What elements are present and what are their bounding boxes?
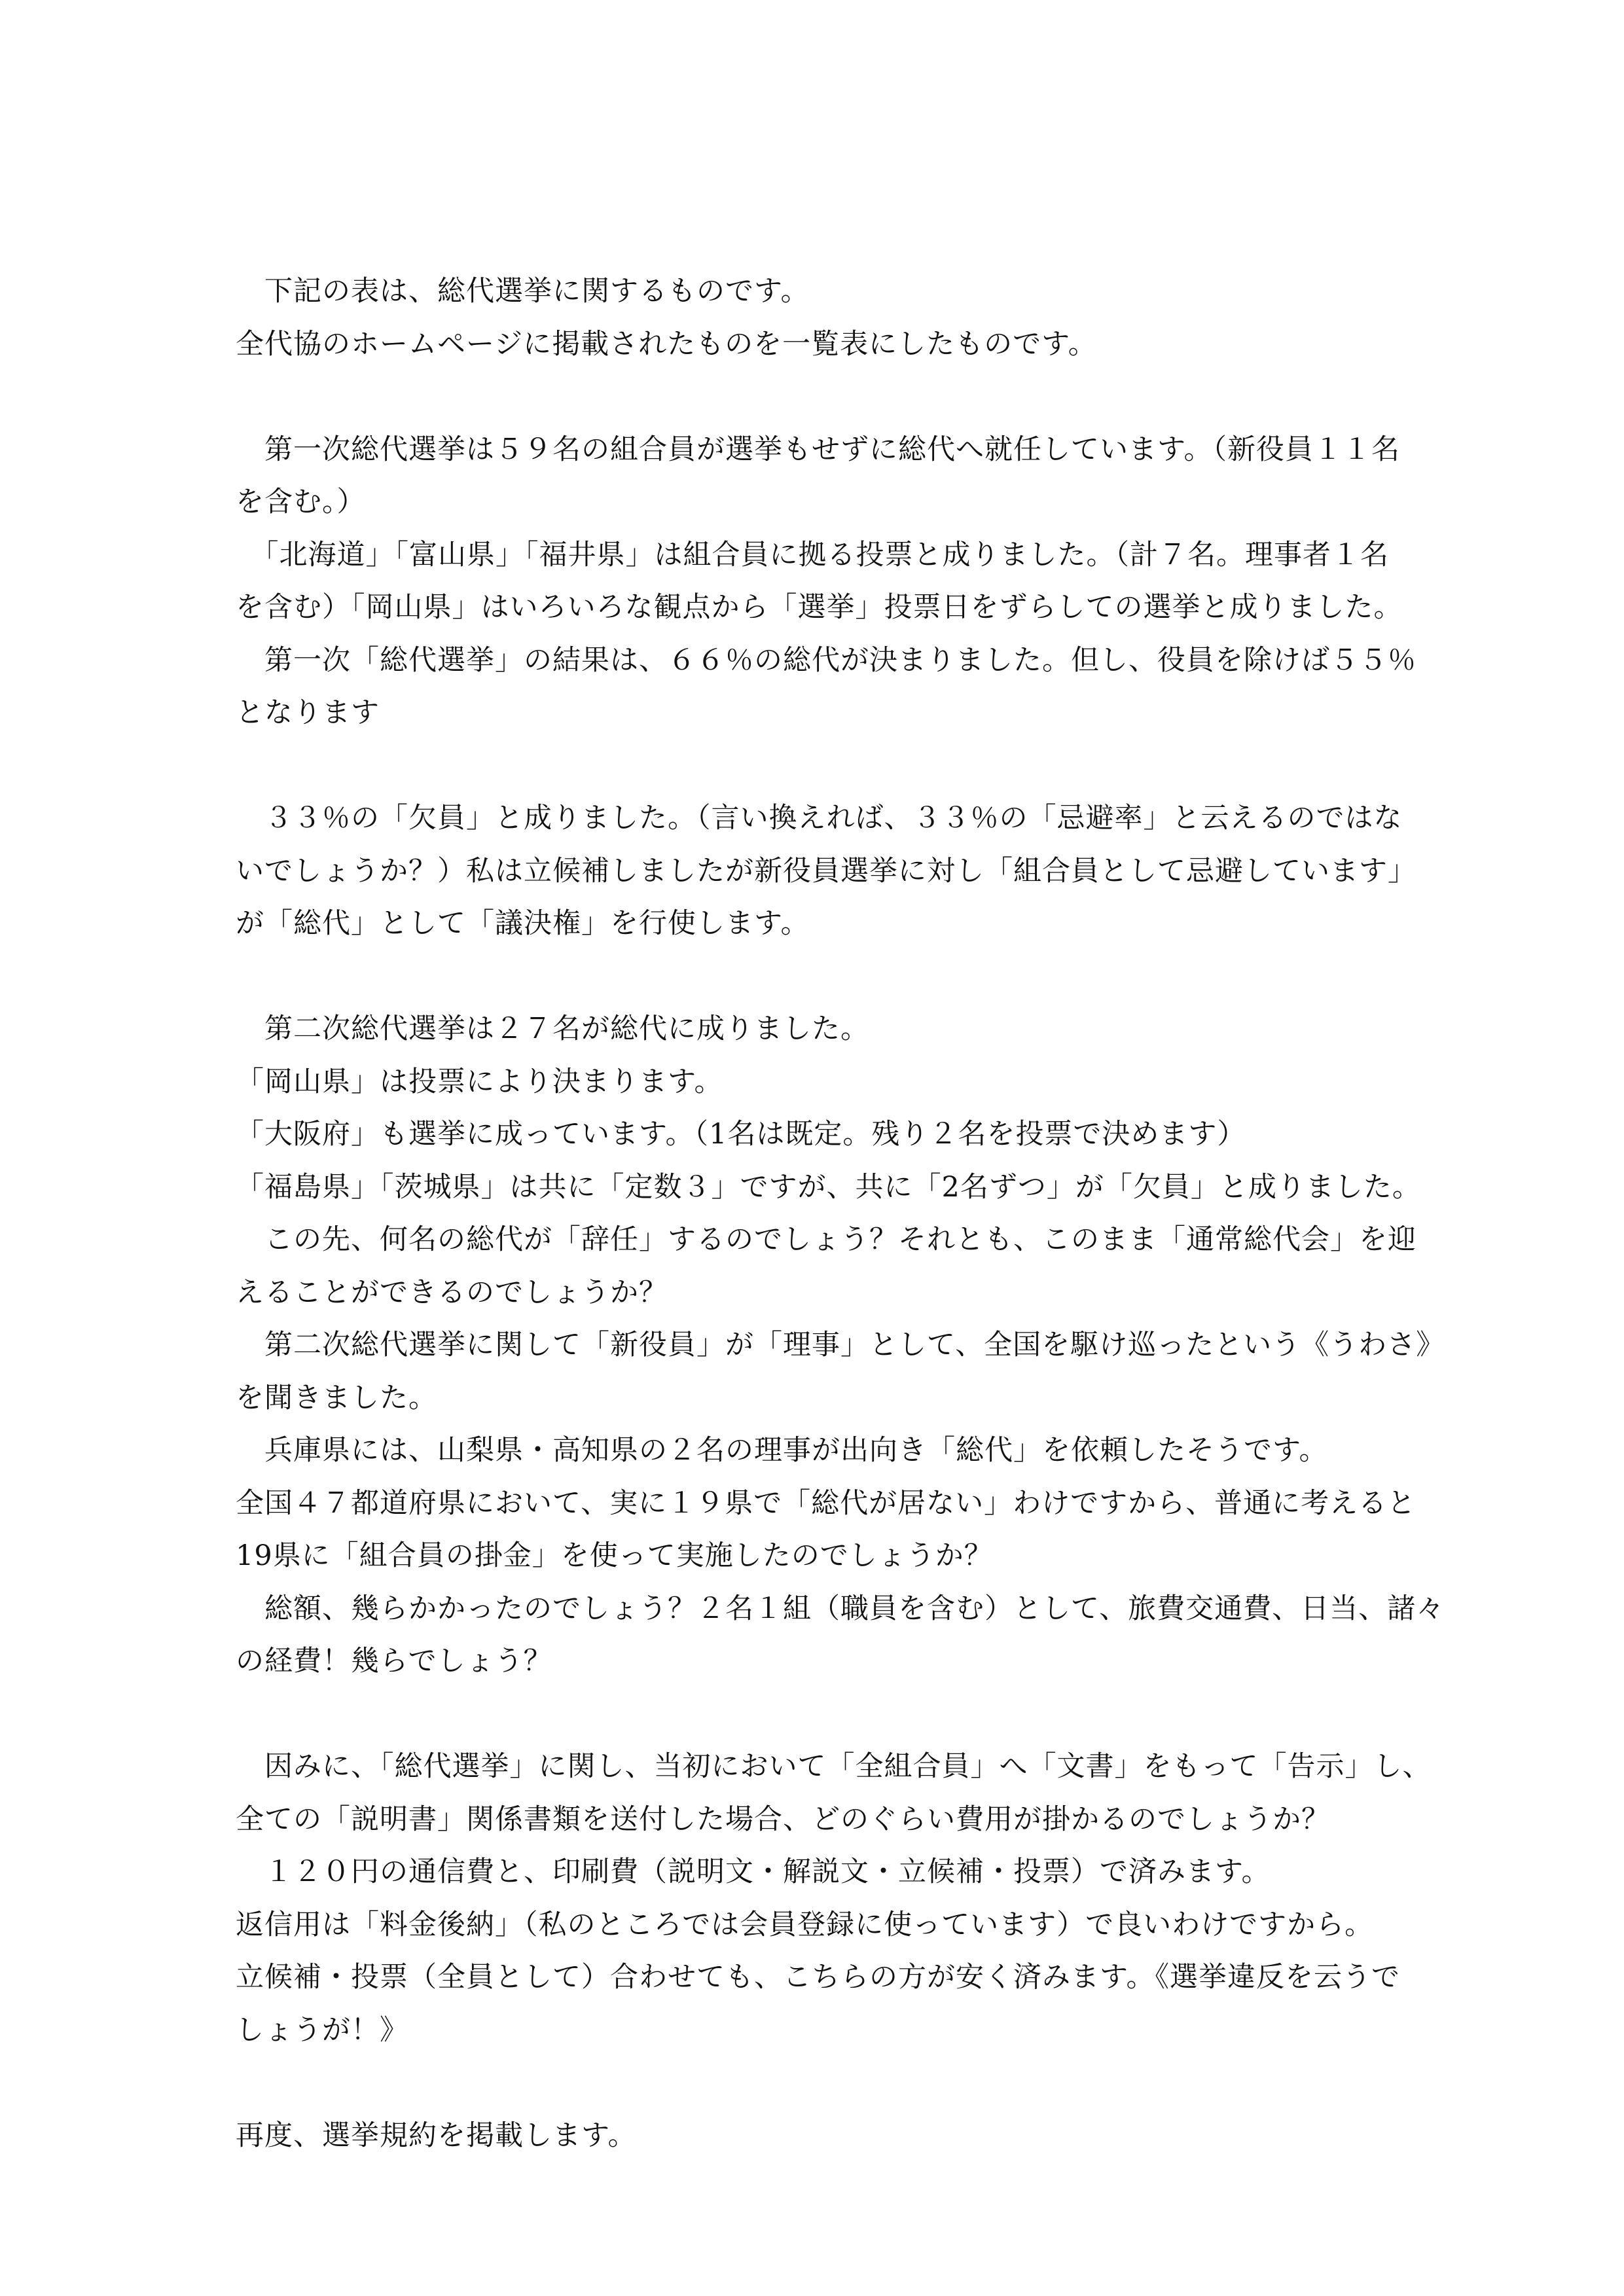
blank-line [236,950,1401,1003]
text-line: 兵庫県には、山梨県・高知県の２名の理事が出向き「総代」を依頼したそうです。 [236,1434,1328,1467]
text-line: いでしょうか？）私は立候補しましたが新役員選挙に対し「組合員として忌避しています」 [236,854,1416,888]
text-line: 下記の表は、総代選挙に関するものです。 [236,275,810,308]
blank-line [236,740,1401,793]
text-line: 「福島県」「茨城県」は共に「定数３」ですが、共に「2名ずつ」が「欠員」と成りました。 [236,1170,1421,1204]
blank-line [236,2056,1401,2109]
text-line: を含む）「岡山県」はいろいろな観点から「選挙」投票日をずらしての選挙と成りました。 [236,591,1403,624]
text-line: 全ての「説明書」関係書類を送付した場合、どのぐらい費用が掛かるのでしょうか？ [236,1803,1330,1836]
text-line: 総額、幾らかかったのでしょう？２名１組（職員を含む）として、旅費交通費、日当、諸々 [236,1592,1445,1625]
text-line: 再度、選挙規約を掲載します。 [236,2119,637,2152]
text-line: １２０円の通信費と、印刷費（説明文・解説文・立候補・投票）で済みます。 [236,1856,1271,1888]
text-line: が「総代」として「議決権」を行使します。 [236,907,810,940]
blank-line [236,370,1401,423]
text-line: 「岡山県」は投票により決まります。 [236,1065,723,1098]
text-line: を聞きました。 [236,1381,437,1414]
text-line: 「北海道」「富山県」「福井県」は組合員に拠る投票と成りました。（計７名。理事者１名 [236,538,1389,571]
text-line: 第二次総代選挙に関して「新役員」が「理事」として、全国を駆け巡ったという《うわさ》 [236,1329,1445,1361]
text-line: の経費！幾らでしょう？ [236,1645,552,1677]
text-line: 返信用は「料金後納」（私のところでは会員登録に使っています）で良いわけですから。 [236,1908,1374,1941]
text-line: しょうが！》 [236,2013,408,2047]
blank-line [236,1688,1401,1741]
body-text [236,265,1445,2162]
text-line: 立候補・投票（全員として）合わせても、こちらの方が安く済みます。《選挙違反を云うで [236,1961,1401,1994]
text-line: 全代協のホームページに掲載されたものを一覧表にしたものです。 [236,327,1097,361]
text-line: 全国４７都道府県において、実に１９県で「総代が居ない」わけですから、普通に考えると [236,1486,1416,1520]
text-line: となります [236,696,380,729]
text-line: 第一次「総代選挙」の結果は、６６％の総代が決まりました。但し、役員を除けば５５％ [236,643,1416,677]
text-line: この先、何名の総代が「辞任」するのでしょう？それとも、このまま「通常総代会」を迎 [236,1223,1416,1256]
text-line: 因みに、「総代選挙」に関し、当初において「全組合員」へ「文書」をもって「告示」し、 [236,1750,1432,1783]
text-line: 19県に「組合員の掛金」を使って実施したのでしょうか？ [236,1539,993,1572]
text-line: 第一次総代選挙は５９名の組合員が選挙もせずに総代へ就任しています。（新役員１１名 [236,433,1401,466]
text-line: ３３％の「欠員」と成りました。（言い換えれば、３３％の「忌避率」と云えるのではな [236,802,1403,834]
text-line: 「大阪府」も選挙に成っています。（1名は既定。残り２名を投票で決めます） [236,1118,1246,1151]
text-line: を含む。） [236,486,366,518]
text-line: 第二次総代選挙は２７名が総代に成りました。 [236,1013,869,1045]
text-line: えることができるのでしょうか？ [236,1276,668,1309]
